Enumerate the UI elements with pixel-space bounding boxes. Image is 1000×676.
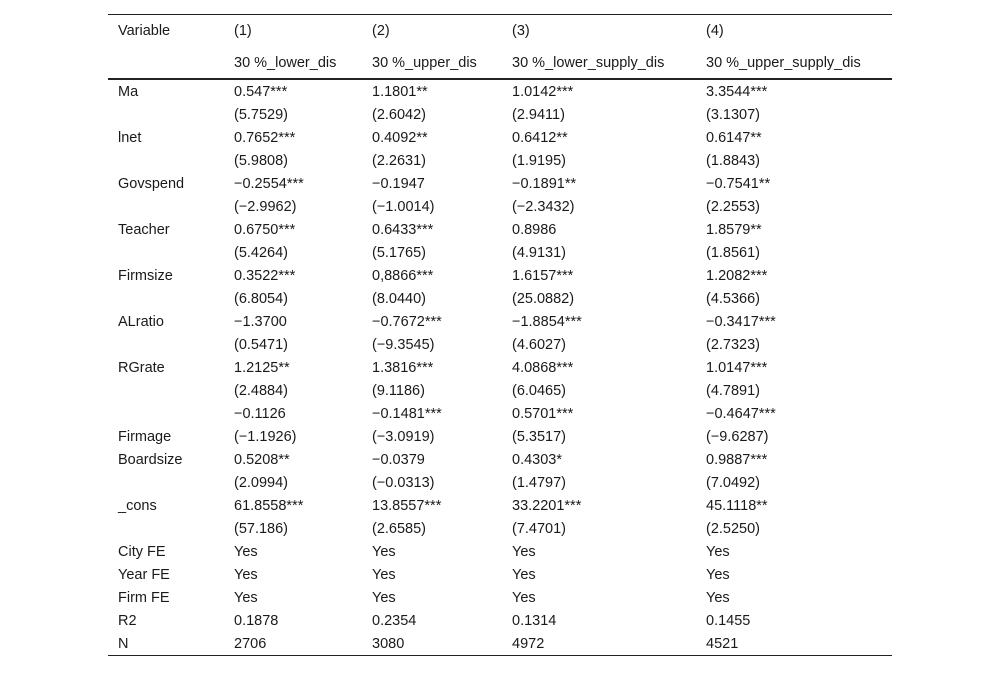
value-cell-col-2: −0.0379 <box>372 451 425 468</box>
row-label-cell <box>108 103 224 126</box>
table-row <box>108 149 892 172</box>
value-cell-col-4: (4.5366) <box>706 290 761 307</box>
value-cell-col-3: Yes <box>512 566 536 583</box>
value-cell-col-3: (1.9195) <box>512 152 567 169</box>
row-label-cell: Firmsize <box>118 267 173 284</box>
value-cell-col-2: (2.6585) <box>372 520 427 537</box>
value-cell-col-1: Yes <box>234 566 258 583</box>
row-label-cell: R2 <box>118 612 137 629</box>
value-cell-col-4: 1.0147*** <box>706 359 768 376</box>
value-cell-col-4: (1.8561) <box>706 244 761 261</box>
value-cell-col-3: (−2.3432) <box>512 198 575 215</box>
value-cell-col-1: (2.0994) <box>234 474 289 491</box>
value-cell-col-4: 1.8579** <box>706 221 762 238</box>
value-cell-col-3: 0.8986 <box>512 221 557 238</box>
row-label-cell <box>108 517 224 540</box>
value-cell-col-1: (5.9808) <box>234 152 289 169</box>
value-cell-col-1: 0.547*** <box>234 83 288 100</box>
value-cell-col-2: Yes <box>372 589 396 606</box>
row-label-cell: Govspend <box>118 175 185 192</box>
value-cell-col-3: (7.4701) <box>512 520 567 537</box>
regression-table <box>108 14 892 656</box>
value-cell-col-1: 0.1878 <box>234 612 279 629</box>
row-label-cell <box>108 241 224 264</box>
value-cell-col-1: 1.2125** <box>234 359 290 376</box>
table-row <box>108 632 892 656</box>
value-cell-col-2: (5.1765) <box>372 244 427 261</box>
table-row <box>108 79 892 103</box>
value-cell-col-2: 0.4092** <box>372 129 428 146</box>
table-row <box>108 517 892 540</box>
value-cell-col-3: 4.0868*** <box>512 359 574 376</box>
value-cell-col-2: 0.2354 <box>372 612 417 629</box>
header-name-3: 30 %_lower_supply_dis <box>502 47 696 79</box>
row-label-cell <box>108 402 224 425</box>
value-cell-col-1: (5.4264) <box>234 244 289 261</box>
value-cell-col-3: (2.9411) <box>512 106 565 123</box>
value-cell-col-2: (2.2631) <box>372 152 427 169</box>
value-cell-col-2: Yes <box>372 543 396 560</box>
value-cell-col-4: (2.2553) <box>706 198 761 215</box>
value-cell-col-4: (4.7891) <box>706 382 761 399</box>
table-row <box>108 172 892 195</box>
table-row <box>108 241 892 264</box>
value-cell-col-4: 0.6147** <box>706 129 762 146</box>
table-row <box>108 356 892 379</box>
value-cell-col-4: −0.4647*** <box>706 405 776 422</box>
value-cell-col-3: 0.1314 <box>512 612 557 629</box>
table-row <box>108 586 892 609</box>
value-cell-col-1: (−1.1926) <box>234 428 297 445</box>
header-row-column-names <box>108 47 892 79</box>
value-cell-col-2: 1.1801** <box>372 83 428 100</box>
table-row <box>108 379 892 402</box>
value-cell-col-3: −0.1891** <box>512 175 577 192</box>
value-cell-col-3: (4.9131) <box>512 244 567 261</box>
header-name-2: 30 %_upper_dis <box>362 47 502 79</box>
table-row <box>108 494 892 517</box>
value-cell-col-1: −1.3700 <box>234 313 287 330</box>
header-blank <box>108 47 224 79</box>
value-cell-col-1: Yes <box>234 589 258 606</box>
table-row <box>108 218 892 241</box>
table-row <box>108 264 892 287</box>
header-col-3: (3) <box>502 15 696 48</box>
value-cell-col-1: 0.5208** <box>234 451 290 468</box>
table-row <box>108 540 892 563</box>
row-label-cell <box>108 379 224 402</box>
value-cell-col-4: 0.9887*** <box>706 451 768 468</box>
value-cell-col-4: (3.1307) <box>706 106 761 123</box>
value-cell-col-1: (0.5471) <box>234 336 289 353</box>
table-row <box>108 103 892 126</box>
value-cell-col-4: (−9.6287) <box>706 428 769 445</box>
value-cell-col-3: 4972 <box>502 632 696 656</box>
value-cell-col-1: (6.8054) <box>234 290 289 307</box>
value-cell-col-3: (6.0465) <box>512 382 567 399</box>
value-cell-col-3: (5.3517) <box>512 428 567 445</box>
value-cell-col-2: (8.0440) <box>372 290 427 307</box>
row-label-cell: Boardsize <box>118 451 183 468</box>
value-cell-col-4: 45.1118** <box>706 497 768 514</box>
value-cell-col-2: (−1.0014) <box>372 198 435 215</box>
value-cell-col-4: −0.3417*** <box>706 313 776 330</box>
value-cell-col-1: −0.1126 <box>234 405 286 422</box>
value-cell-col-4: 4521 <box>696 632 892 656</box>
value-cell-col-4: (2.7323) <box>706 336 761 353</box>
value-cell-col-4: 1.2082*** <box>706 267 768 284</box>
header-col-4: (4) <box>696 15 892 48</box>
value-cell-col-2: −0.1947 <box>372 175 425 192</box>
value-cell-col-2: 1.3816*** <box>372 359 434 376</box>
row-label-cell <box>108 195 224 218</box>
row-label-cell: Ma <box>118 83 139 100</box>
table-row <box>108 310 892 333</box>
value-cell-col-2: 0,8866*** <box>372 267 434 284</box>
row-label-cell: City FE <box>118 543 166 560</box>
regression-table-container <box>108 14 892 656</box>
header-variable: Variable <box>108 15 224 48</box>
value-cell-col-4: −0.7541** <box>706 175 771 192</box>
header-name-4: 30 %_upper_supply_dis <box>696 47 892 79</box>
value-cell-col-3: 0.6412** <box>512 129 568 146</box>
value-cell-col-2: −0.1481*** <box>372 405 442 422</box>
table-row <box>108 425 892 448</box>
value-cell-col-1: 0.3522*** <box>234 267 296 284</box>
row-label-cell: N <box>108 632 224 656</box>
row-label-cell: Year FE <box>118 566 170 583</box>
value-cell-col-2: −0.7672*** <box>372 313 442 330</box>
value-cell-col-2: Yes <box>372 566 396 583</box>
value-cell-col-4: Yes <box>706 566 730 583</box>
row-label-cell: ALratio <box>118 313 164 330</box>
value-cell-col-1: (5.7529) <box>234 106 289 123</box>
table-row <box>108 563 892 586</box>
table-header <box>108 15 892 80</box>
value-cell-col-1: −0.2554*** <box>234 175 304 192</box>
row-label-cell: Firm FE <box>118 589 170 606</box>
value-cell-col-2: (−3.0919) <box>372 428 435 445</box>
value-cell-col-4: 0.1455 <box>706 612 751 629</box>
value-cell-col-2: (2.6042) <box>372 106 427 123</box>
value-cell-col-3: (25.0882) <box>512 290 575 307</box>
value-cell-col-1: Yes <box>234 543 258 560</box>
value-cell-col-2: 3080 <box>362 632 502 656</box>
table-row <box>108 402 892 425</box>
row-label-cell <box>108 333 224 356</box>
header-row-column-numbers <box>108 15 892 48</box>
value-cell-col-3: 0.5701*** <box>512 405 574 422</box>
value-cell-col-4: (2.5250) <box>706 520 761 537</box>
header-name-1: 30 %_lower_dis <box>224 47 362 79</box>
value-cell-col-1: 0.7652*** <box>234 129 296 146</box>
row-label-cell <box>108 149 224 172</box>
value-cell-col-4: (7.0492) <box>706 474 761 491</box>
value-cell-col-1: (2.4884) <box>234 382 289 399</box>
value-cell-col-3: −1.8854*** <box>512 313 582 330</box>
value-cell-col-3: 1.0142*** <box>512 83 574 100</box>
header-col-1: (1) <box>224 15 362 48</box>
row-label-cell: Firmage <box>118 428 172 445</box>
row-label-cell: _cons <box>118 497 157 514</box>
value-cell-col-3: Yes <box>512 589 536 606</box>
value-cell-col-4: Yes <box>706 543 730 560</box>
table-row <box>108 195 892 218</box>
value-cell-col-1: 0.6750*** <box>234 221 296 238</box>
value-cell-col-2: 0.6433*** <box>372 221 434 238</box>
table-body <box>108 79 892 656</box>
value-cell-col-3: 33.2201*** <box>512 497 582 514</box>
value-cell-col-2: 13.8557*** <box>372 497 442 514</box>
row-label-cell: lnet <box>118 129 142 146</box>
value-cell-col-4: 3.3544*** <box>706 83 768 100</box>
value-cell-col-3: Yes <box>512 543 536 560</box>
table-row <box>108 609 892 632</box>
table-row <box>108 448 892 471</box>
table-row <box>108 126 892 149</box>
value-cell-col-2: (9.1186) <box>372 382 425 399</box>
table-row <box>108 471 892 494</box>
row-label-cell: Teacher <box>118 221 170 238</box>
table-row <box>108 333 892 356</box>
value-cell-col-2: (−0.0313) <box>372 474 435 491</box>
value-cell-col-1: (−2.9962) <box>234 198 297 215</box>
value-cell-col-4: (1.8843) <box>706 152 761 169</box>
value-cell-col-1: 2706 <box>224 632 362 656</box>
value-cell-col-4: Yes <box>706 589 730 606</box>
value-cell-col-2: (−9.3545) <box>372 336 435 353</box>
value-cell-col-1: (57.186) <box>234 520 289 537</box>
table-row <box>108 287 892 310</box>
row-label-cell <box>108 471 224 494</box>
value-cell-col-1: 61.8558*** <box>234 497 304 514</box>
value-cell-col-3: (1.4797) <box>512 474 567 491</box>
value-cell-col-3: (4.6027) <box>512 336 567 353</box>
value-cell-col-3: 0.4303* <box>512 451 562 468</box>
row-label-cell <box>108 287 224 310</box>
row-label-cell: RGrate <box>118 359 165 376</box>
value-cell-col-3: 1.6157*** <box>512 267 574 284</box>
header-col-2: (2) <box>362 15 502 48</box>
